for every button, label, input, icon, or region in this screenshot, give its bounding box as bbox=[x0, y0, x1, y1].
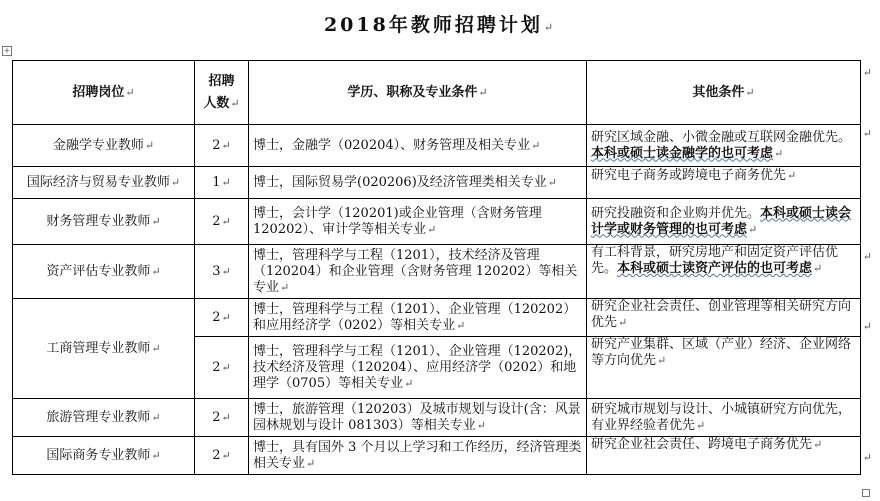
table-header-row bbox=[13, 61, 861, 125]
table-row bbox=[13, 399, 861, 437]
count-cell: 3↵ bbox=[195, 245, 249, 299]
table-row bbox=[13, 199, 861, 245]
row-end-mark-icon: ↵ bbox=[862, 320, 872, 333]
other-cell: 研究区域金融、小微金融或互联网金融优先。本科或硕士读金融学的也可考虑↵ bbox=[587, 125, 861, 167]
position-cell: 国际经济与贸易专业教师↵ bbox=[13, 167, 195, 199]
table-row bbox=[13, 437, 861, 475]
other-cell: 研究企业社会责任、创业管理等相关研究方向优先↵ bbox=[587, 299, 861, 337]
table-row bbox=[13, 125, 861, 167]
other-cell: 研究电子商务或跨境电子商务优先↵ bbox=[587, 167, 861, 199]
paragraph-mark-icon: ↵ bbox=[745, 85, 755, 99]
other-cell: 研究企业社会责任、跨境电子商务优先↵ bbox=[587, 437, 861, 475]
position-cell-merged: 工商管理专业教师↵ bbox=[13, 299, 195, 399]
bold-qualifier: 本科或硕士读金融学的也可考虑 bbox=[591, 145, 774, 161]
header-other: 其他条件↵ bbox=[587, 61, 861, 125]
requirements-cell: 博士，具有国外 3 个月以上学习和工作经历，经济管理类相关专业↵ bbox=[249, 437, 587, 475]
recruitment-table bbox=[12, 60, 861, 475]
position-cell: 旅游管理专业教师↵ bbox=[13, 399, 195, 437]
position-cell: 金融学专业教师↵ bbox=[13, 125, 195, 167]
other-cell: 研究投融资和企业购并优先。本科或硕士读会计学或财务管理的也可考虑↵ bbox=[587, 199, 861, 245]
requirements-cell: 博士，管理科学与工程（1201）、企业管理（120202)，技术经济及管理（120204）、应用经济学（0202）和地理学（0705）等相关专业↵ bbox=[249, 337, 587, 399]
paragraph-mark-icon: ↵ bbox=[543, 21, 557, 34]
header-count: 招聘 人数↵ bbox=[195, 61, 249, 125]
other-cell: 研究城市规划与设计、小城镇研究方向优先，有业界经验者优先↵ bbox=[587, 399, 861, 437]
paragraph-mark-icon: ↵ bbox=[125, 85, 135, 99]
title-text: 2018年教师招聘计划 bbox=[323, 14, 543, 36]
paragraph-mark-icon: ↵ bbox=[478, 85, 488, 99]
count-cell: 2↵ bbox=[195, 299, 249, 337]
requirements-cell: 博士，管理科学与工程（1201），技术经济及管理（120204）和企业管理（含财务管理 120202）等相关专业↵ bbox=[249, 245, 587, 299]
table-row bbox=[13, 167, 861, 199]
other-cell: 有工科背景，研究房地产和固定资产评估优先。本科或硕士读资产评估的也可考虑↵ bbox=[587, 245, 861, 299]
row-end-mark-icon: ↵ bbox=[862, 66, 872, 79]
position-cell: 资产评估专业教师↵ bbox=[13, 245, 195, 299]
position-cell: 国际商务专业教师↵ bbox=[13, 437, 195, 475]
count-cell: 2↵ bbox=[195, 125, 249, 167]
count-cell: 2↵ bbox=[195, 399, 249, 437]
count-cell: 2↵ bbox=[195, 337, 249, 399]
table-resize-handle-icon[interactable] bbox=[862, 489, 870, 497]
row-end-mark-icon: ↵ bbox=[862, 250, 872, 263]
table-move-handle-icon[interactable]: + bbox=[3, 46, 11, 55]
count-cell: 1↵ bbox=[195, 167, 249, 199]
requirements-cell: 博士，金融学（020204）、财务管理及相关专业↵ bbox=[249, 125, 587, 167]
requirements-cell: 博士，管理科学与工程（1201）、企业管理（120202）和应用经济学（0202）等相关专业↵ bbox=[249, 299, 587, 337]
header-position: 招聘岗位↵ bbox=[13, 61, 195, 125]
other-cell: 研究产业集群、区域（产业）经济、企业网络等方向优先↵ bbox=[587, 337, 861, 399]
count-cell: 2↵ bbox=[195, 437, 249, 475]
count-cell: 2↵ bbox=[195, 199, 249, 245]
requirements-cell: 博士，国际贸易学(020206)及经济管理类相关专业↵ bbox=[249, 167, 587, 199]
requirements-cell: 博士，旅游管理（120203）及城市规划与设计(含：风景园林规划与设计 081303）等相关专业↵ bbox=[249, 399, 587, 437]
row-end-mark-icon: ↵ bbox=[862, 451, 872, 464]
row-end-mark-icon: ↵ bbox=[862, 127, 872, 140]
requirements-cell: 博士，会计学（120201)或企业管理（含财务管理120202）、审计学等相关专业↵ bbox=[249, 199, 587, 245]
header-requirements: 学历、职称及专业条件↵ bbox=[249, 61, 587, 125]
table-row bbox=[13, 245, 861, 299]
bold-qualifier: 本科或硕士读会计学或财务管理的也可考虑 bbox=[591, 205, 852, 237]
position-cell: 财务管理专业教师↵ bbox=[13, 199, 195, 245]
table-row bbox=[13, 299, 861, 337]
bold-qualifier: 本科或硕士读资产评估的也可考虑 bbox=[617, 261, 813, 276]
paragraph-mark-icon: ↵ bbox=[230, 96, 240, 110]
page-title bbox=[0, 10, 880, 37]
